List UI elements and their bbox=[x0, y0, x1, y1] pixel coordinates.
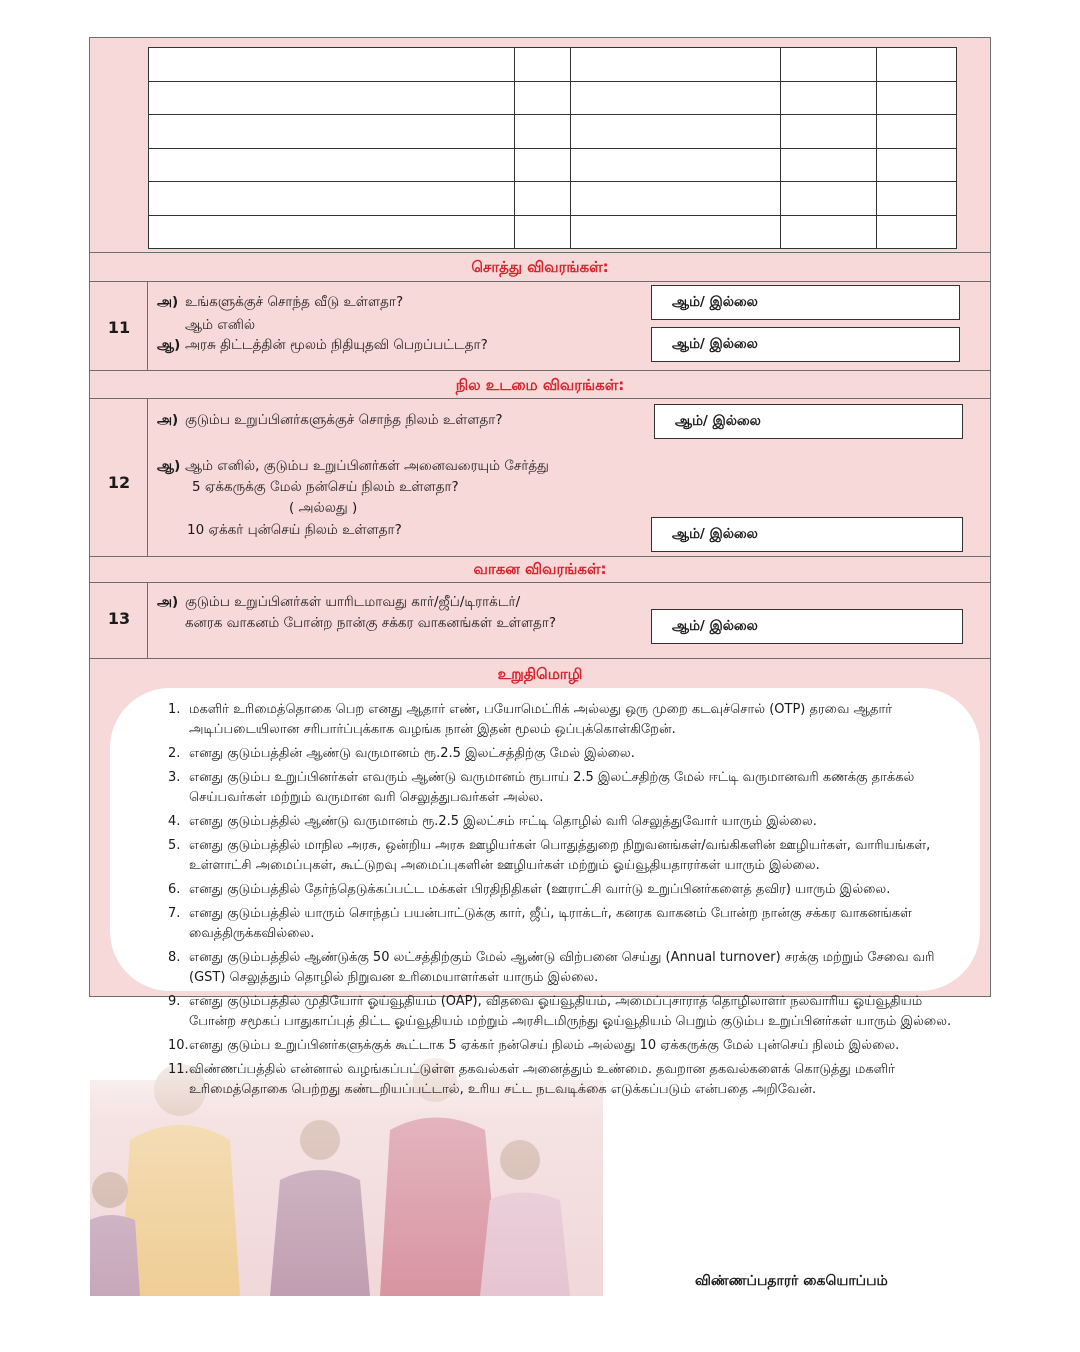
item-text: எனது குடும்பத்தில் தேர்ந்தெடுக்கப்பட்ட மக்கள் பிரதிநிதிகள் (ஊராட்சி வார்டு உறுப்பினர்களைத் தவிர) யாரும் இல்லை. bbox=[189, 882, 891, 897]
list-item bbox=[168, 1060, 968, 1100]
list-item bbox=[168, 1036, 968, 1056]
item-text: எனது குடும்பத்தின் ஆண்டு வருமானம் ரூ.2.5 இலட்சத்திற்கு மேல் இல்லை. bbox=[189, 746, 635, 761]
row-number: 11 bbox=[107, 318, 131, 337]
question-text: ஆம் எனில், குடும்ப உறுப்பினர்கள் அனைவரையும் சேர்த்து bbox=[185, 458, 549, 474]
question-label: ஆ) bbox=[157, 458, 181, 474]
section-title-vehicle: வாகன விவரங்கள்: bbox=[473, 560, 607, 578]
item-number: 3. bbox=[168, 770, 181, 785]
divider bbox=[90, 398, 990, 399]
declaration-list bbox=[168, 700, 968, 1104]
list-item bbox=[168, 948, 968, 988]
list-item bbox=[168, 744, 968, 764]
item-number: 9. bbox=[168, 994, 181, 1009]
divider bbox=[90, 370, 990, 371]
question-text: குடும்ப உறுப்பினர்கள் யாரிடமாவது கார்/ஜீப்/டிராக்டர்/ bbox=[185, 594, 521, 610]
item-number: 4. bbox=[168, 814, 181, 829]
table-row bbox=[149, 148, 957, 182]
question-13a-line2: கனரக வாகனம் போன்ற நான்கு சக்கர வாகனங்கள் உள்ளதா? bbox=[185, 615, 557, 631]
question-12b bbox=[157, 456, 549, 476]
question-label: ஆ) bbox=[157, 337, 181, 353]
question-12b-line2: 5 ஏக்கருக்கு மேல் நன்செய் நிலம் உள்ளதா? bbox=[192, 479, 459, 495]
section-title-declaration: உறுதிமொழி bbox=[497, 665, 583, 683]
divider bbox=[90, 582, 990, 583]
answer-box-11b[interactable]: ஆம்/ இல்லை bbox=[651, 327, 960, 362]
item-number: 1. bbox=[168, 702, 181, 717]
list-item bbox=[168, 700, 968, 740]
question-12b-line4: 10 ஏக்கர் புன்செய் நிலம் உள்ளதா? bbox=[187, 522, 402, 538]
list-item bbox=[168, 836, 968, 876]
question-text: குடும்ப உறுப்பினர்களுக்குச் சொந்த நிலம் உள்ளதா? bbox=[185, 412, 503, 428]
question-label: அ) bbox=[157, 294, 179, 310]
table-row bbox=[149, 81, 957, 115]
row-number: 12 bbox=[107, 473, 131, 492]
section-title-property: சொத்து விவரங்கள்: bbox=[471, 258, 609, 276]
question-13a bbox=[157, 592, 520, 612]
list-item bbox=[168, 880, 968, 900]
item-number: 6. bbox=[168, 882, 181, 897]
answer-box-11a[interactable]: ஆம்/ இல்லை bbox=[651, 285, 960, 320]
list-item bbox=[168, 992, 968, 1032]
item-number: 10. bbox=[168, 1038, 189, 1053]
item-number: 7. bbox=[168, 906, 181, 921]
item-text: எனது குடும்பத்தில் ஆண்டு வருமானம் ரூ.2.5 இலட்சம் ஈட்டி தொழில் வரி செலுத்துவோர் யாரும் இல்லை. bbox=[189, 814, 817, 829]
table-row bbox=[149, 215, 957, 249]
item-text: விண்ணப்பத்தில் என்னால் வழங்கப்பட்டுள்ள தகவல்கள் அனைத்தும் உண்மை. தவறான தகவல்களைக் கொடுத்து மகளிர் உரிமைத்தொகை பெற்றது கண்டறியப்பட்டால், உரிய சட்ட நடவடிக்கை எடுக்கப்படும் என்பதை அறிவேன். bbox=[189, 1062, 895, 1097]
item-text: எனது குடும்பத்தில் முதியோர் ஓய்வூதியம் (OAP), விதவை ஓய்வூதியம், அமைப்புசாராத் தொழிலாளர் நலவாரிய ஓய்வூதியம் போன்ற சமூகப் பாதுகாப்புத் திட்ட ஓய்வூதியம் மற்றும் அரசிடமிருந்து ஓய்வூதியம் பெறும் குடும்ப உறுப்பினர்கள் யாரும் இல்லை. bbox=[189, 994, 952, 1029]
family-members-table bbox=[148, 47, 957, 249]
question-text: உங்களுக்குச் சொந்த வீடு உள்ளதா? bbox=[185, 294, 404, 310]
item-text: மகளிர் உரிமைத்தொகை பெற எனது ஆதார் எண், பயோமெட்ரிக் அல்லது ஒரு முறை கடவுச்சொல் (OTP) தரவை ஆதார் அடிப்படையிலான சரிபார்ப்புக்காக வழங்க நான் இதன் மூலம் ஒப்புக்கொள்கிறேன். bbox=[189, 702, 893, 737]
list-item bbox=[168, 904, 968, 944]
divider bbox=[90, 556, 990, 557]
question-text: அரசு திட்டத்தின் மூலம் நிதியுதவி பெறப்பட்டதா? bbox=[185, 337, 488, 353]
question-12a bbox=[157, 410, 503, 430]
divider bbox=[90, 658, 990, 659]
divider bbox=[90, 281, 990, 282]
list-item bbox=[168, 768, 968, 808]
item-text: எனது குடும்ப உறுப்பினர்களுக்குக் கூட்டாக 5 ஏக்கர் நன்செய் நிலம் அல்லது 10 ஏக்கருக்கு மேல் புன்செய் நிலம் இல்லை. bbox=[189, 1038, 900, 1053]
item-number: 5. bbox=[168, 838, 181, 853]
item-number: 8. bbox=[168, 950, 181, 965]
item-text: எனது குடும்பத்தில் மாநில அரசு, ஒன்றிய அரசு ஊழியர்கள் பொதுத்துறை நிறுவனங்கள்/வங்கிகளின் ஊழியர்கள், வாரியங்கள், உள்ளாட்சி அமைப்புகள், கூட்டுறவு அமைப்புகளின் ஊழியர்கள் மற்றும் ஓய்வூதியதாரர்கள் யாரும் இல்லை. bbox=[189, 838, 931, 873]
answer-box-13a[interactable]: ஆம்/ இல்லை bbox=[651, 609, 963, 644]
question-11b bbox=[157, 335, 488, 355]
item-text: எனது குடும்பத்தில் யாரும் சொந்தப் பயன்பாட்டுக்கு கார், ஜீப், டிராக்டர், கனரக வாகனம் போன்ற நான்கு சக்கர வாகனங்கள் வைத்திருக்கவில்லை. bbox=[189, 906, 912, 941]
answer-box-12b[interactable]: ஆம்/ இல்லை bbox=[651, 517, 963, 552]
divider bbox=[90, 252, 990, 253]
question-11-sub: ஆம் எனில் bbox=[185, 317, 256, 333]
item-text: எனது குடும்ப உறுப்பினர்கள் எவரும் ஆண்டு வருமானம் ரூபாய் 2.5 இலட்சதிற்கு மேல் ஈட்டி வருமானவரி கணக்கு தாக்கல் செய்பவர்கள் மற்றும் வருமான வரி செலுத்துபவர்கள் அல்ல. bbox=[189, 770, 915, 805]
item-number: 11. bbox=[168, 1062, 189, 1077]
answer-box-12a[interactable]: ஆம்/ இல்லை bbox=[654, 404, 963, 439]
applicant-signature-label: விண்ணப்பதாரர் கையொப்பம் bbox=[695, 1273, 888, 1289]
table-row bbox=[149, 115, 957, 149]
table-row bbox=[149, 48, 957, 82]
question-12b-line3: ( அல்லது ) bbox=[289, 500, 358, 516]
question-label: அ) bbox=[157, 412, 179, 428]
item-text: எனது குடும்பத்தில் ஆண்டுக்கு 50 லட்சத்திற்கும் மேல் ஆண்டு விற்பனை செய்து (Annual turnover) சரக்கு மற்றும் சேவை வரி (GST) செலுத்தும் தொழில் நிறுவன உரிமையாளர்கள் யாரும் இல்லை. bbox=[189, 950, 935, 985]
item-number: 2. bbox=[168, 746, 181, 761]
table-row bbox=[149, 182, 957, 216]
section-title-land: நில உடமை விவரங்கள்: bbox=[455, 376, 625, 394]
question-label: அ) bbox=[157, 594, 179, 610]
list-item bbox=[168, 812, 968, 832]
row-number: 13 bbox=[107, 609, 131, 628]
question-11a bbox=[157, 292, 403, 312]
